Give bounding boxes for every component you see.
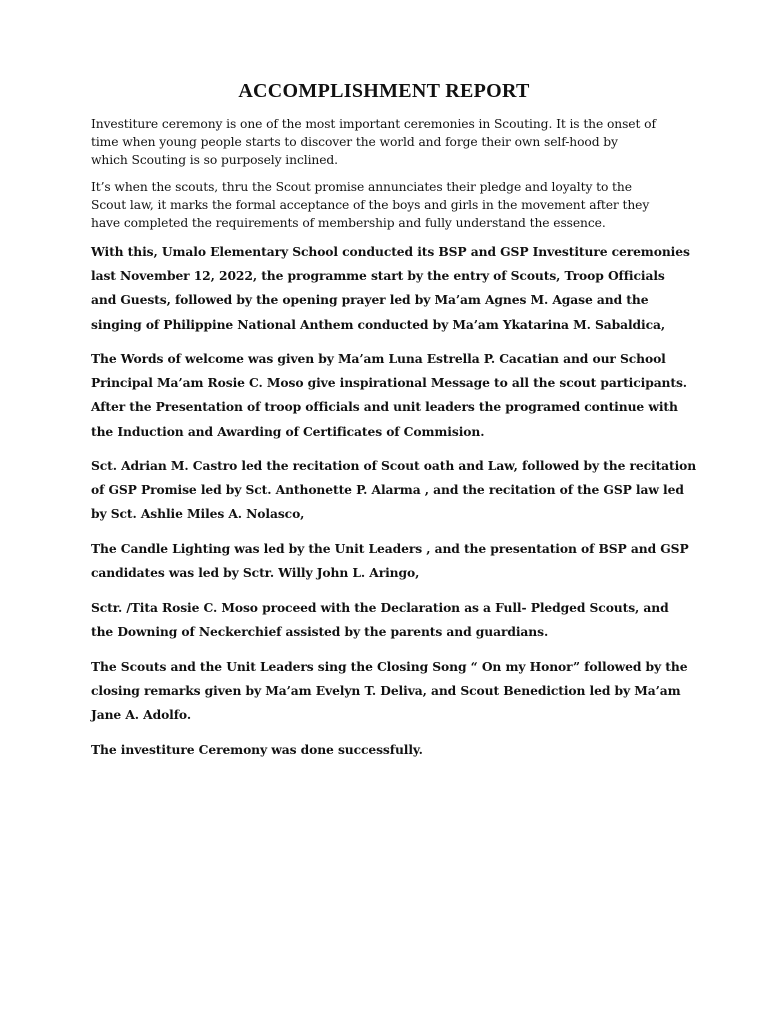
report-title: ACCOMPLISHMENT REPORT: [238, 80, 530, 102]
paragraph-intro: [91, 116, 691, 169]
text-line: singing of Philippine National Anthem conducted by Ma’am Ykatarina M. Sabaldica,: [91, 316, 666, 332]
text-line: Sctr. /Tita Rosie C. Moso proceed with the Declaration as a Full- Pledged Scouts, and: [91, 600, 669, 615]
text-line: Sct. Adrian M. Castro led the recitation of Scout oath and Law, followed by the recitation: [91, 458, 697, 473]
text-line: which Scouting is so purposely inclined.: [91, 152, 338, 167]
paragraph-conclusion: [91, 738, 691, 762]
text-line: The Candle Lighting was led by the Unit Leaders , and the presentation of BSP and GSP: [91, 541, 689, 556]
text-line: the Induction and Awarding of Certificates of Commision.: [91, 423, 485, 439]
text-line: Scout law, it marks the formal acceptance of the boys and girls in the movement after they: [91, 197, 650, 212]
text-line: candidates was led by Sctr. Willy John L. Aringo,: [91, 565, 420, 581]
paragraph-welcome: [91, 347, 691, 444]
paragraph-closing: [91, 655, 691, 728]
text-line: It’s when the scouts, thru the Scout promise annunciates their pledge and loyalty to the: [91, 180, 632, 194]
text-line: and Guests, followed by the opening prayer led by Ma’am Agnes M. Agase and the: [91, 292, 649, 308]
paragraph-oath: [91, 454, 697, 527]
text-line: Principal Ma’am Rosie C. Moso give inspirational Message to all the scout participants.: [91, 375, 687, 391]
text-line: After the Presentation of troop officials and unit leaders the programed continue with: [91, 399, 678, 415]
text-line: closing remarks given by Ma’am Evelyn T. Deliva, and Scout Benediction led by Ma’am: [91, 683, 681, 699]
text-line: time when young people starts to discover the world and forge their own self-hood by: [91, 134, 618, 149]
text-line: by Sct. Ashlie Miles A. Nolasco,: [91, 506, 305, 522]
paragraph-candle-lighting: [91, 537, 691, 585]
text-line: With this, Umalo Elementary School conducted its BSP and GSP Investiture ceremonies: [91, 244, 690, 259]
text-line: have completed the requirements of membership and fully understand the essence.: [91, 215, 606, 230]
paragraph-declaration: [91, 596, 691, 644]
text-line: The investiture Ceremony was done successfully.: [91, 742, 423, 757]
text-line: the Downing of Neckerchief assisted by the parents and guardians.: [91, 624, 549, 640]
text-line: The Scouts and the Unit Leaders sing the Closing Song “ On my Honor” followed by the: [91, 659, 688, 674]
text-line: last November 12, 2022, the programme start by the entry of Scouts, Troop Officials: [91, 268, 665, 284]
text-line: Jane A. Adolfo.: [91, 707, 192, 723]
paragraph-pledge: [91, 179, 691, 232]
paragraph-ceremony-opening: [91, 240, 691, 337]
text-line: of GSP Promise led by Sct. Anthonette P. Alarma , and the recitation of the GSP law led: [91, 482, 684, 498]
text-line: Investiture ceremony is one of the most important ceremonies in Scouting. It is the onset of: [91, 117, 656, 131]
text-line: The Words of welcome was given by Ma’am Luna Estrella P. Cacatian and our School: [91, 351, 666, 366]
